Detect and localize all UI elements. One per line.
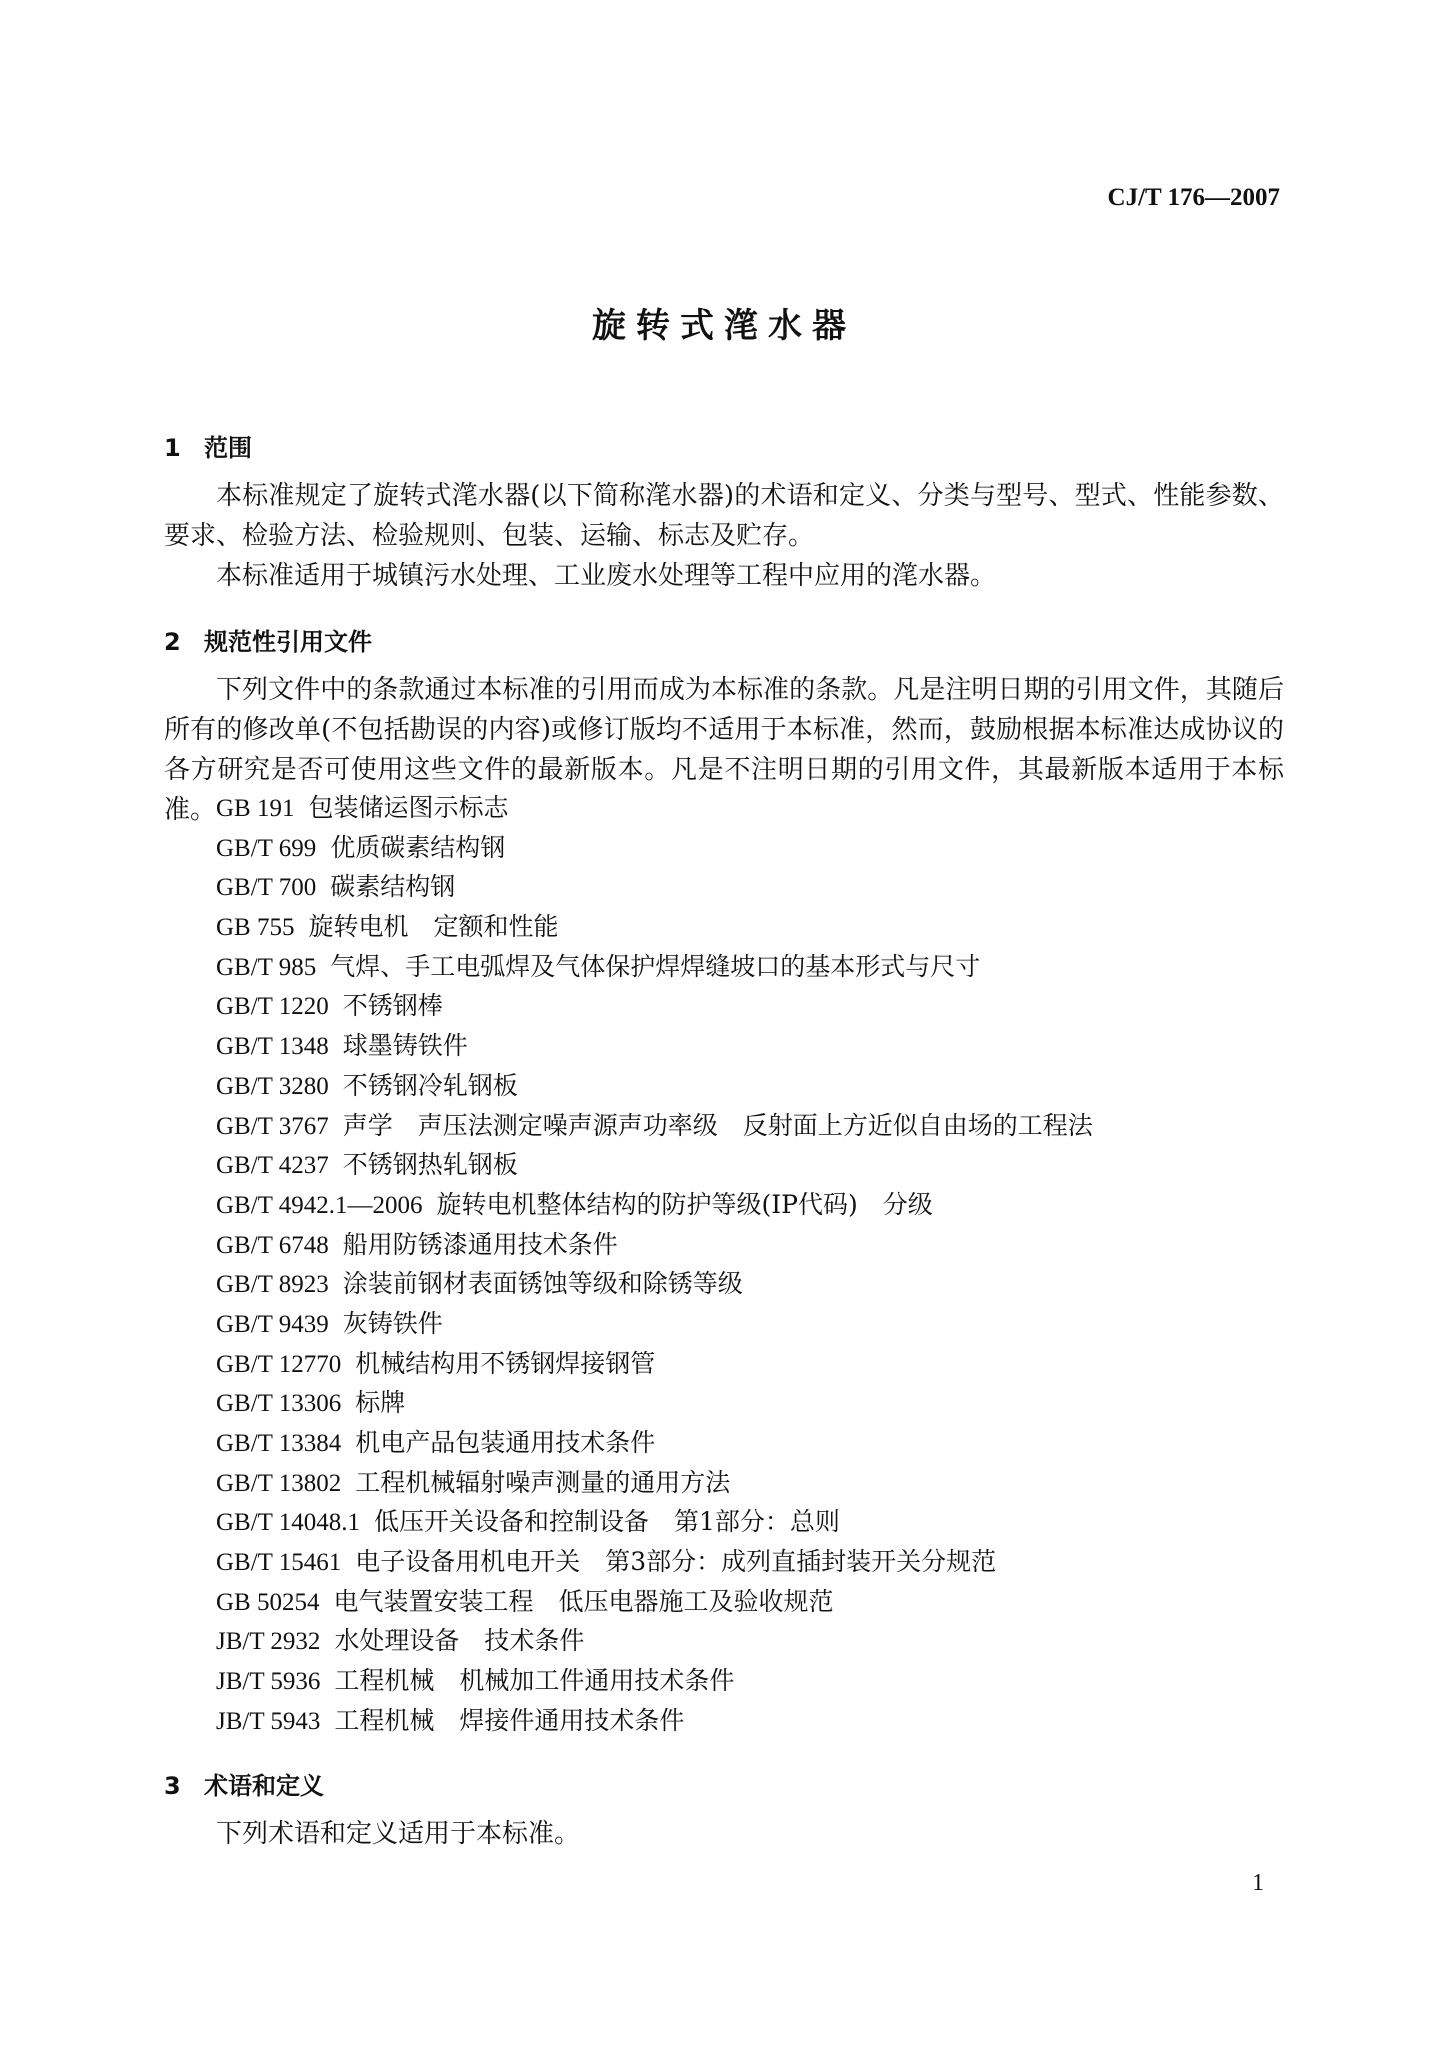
reference-code: GB/T 1220 xyxy=(216,993,329,1021)
reference-item xyxy=(216,1383,1093,1423)
reference-item xyxy=(216,1304,1093,1344)
reference-item xyxy=(216,1463,1093,1503)
reference-item xyxy=(216,1066,1093,1106)
reference-item xyxy=(216,1145,1093,1185)
reference-title: 不锈钢棒 xyxy=(342,991,443,1021)
reference-title: 电气装置安装工程 低压电器施工及验收规范 xyxy=(333,1586,834,1616)
reference-item xyxy=(216,1661,1093,1701)
section-number: 2 xyxy=(164,628,181,656)
reference-title: 低压开关设备和控制设备 第1部分：总则 xyxy=(374,1507,840,1537)
section-1-heading xyxy=(164,428,252,463)
document-title: 旋转式滗水器 xyxy=(592,306,856,346)
section-2-paragraph-1: 下列文件中的条款通过本标准的引用而成为本标准的条款。凡是注明日期的引用文件，其随后所有的修改单(不包括勘误的内容)或修订版均不适用于本标准，然而，鼓励根据本标准达成协议的各方研究是否可使用这些文件的最新版本。凡是不注明日期的引用文件，其最新版本适用于本标准。 xyxy=(164,675,1284,825)
reference-code: JB/T 5943 xyxy=(216,1707,321,1735)
reference-code: GB/T 8923 xyxy=(216,1271,329,1299)
reference-title: 不锈钢热轧钢板 xyxy=(342,1150,518,1180)
reference-code: GB/T 6748 xyxy=(216,1231,329,1259)
reference-code: GB/T 14048.1 xyxy=(216,1509,360,1537)
reference-item xyxy=(216,1106,1093,1146)
reference-item xyxy=(216,947,1093,987)
reference-code: GB/T 12770 xyxy=(216,1350,342,1378)
reference-code: GB/T 15461 xyxy=(216,1549,342,1577)
reference-item xyxy=(216,867,1093,907)
reference-code: GB/T 13384 xyxy=(216,1430,342,1457)
reference-title: 电子设备用机电开关 第3部分：成列直插封装开关分规范 xyxy=(355,1547,997,1577)
reference-title: 灰铸铁件 xyxy=(342,1308,443,1338)
reference-title: 船用防锈漆通用技术条件 xyxy=(342,1229,618,1259)
reference-title: 标牌 xyxy=(355,1388,406,1418)
reference-title: 涂装前钢材表面锈蚀等级和除锈等级 xyxy=(342,1269,743,1299)
reference-title: 声学 声压法测定噪声源声功率级 反射面上方近似自由场的工程法 xyxy=(342,1110,1093,1140)
reference-title: 旋转电机 定额和性能 xyxy=(308,912,559,942)
section-number: 1 xyxy=(164,434,181,462)
reference-item xyxy=(216,1264,1093,1304)
reference-item xyxy=(216,1621,1093,1661)
reference-code: GB/T 699 xyxy=(216,834,317,862)
reference-code: GB/T 3280 xyxy=(216,1072,329,1100)
section-3-paragraph-1: 下列术语和定义适用于本标准。 xyxy=(216,1819,581,1849)
reference-code: GB/T 4942.1—2006 xyxy=(216,1191,423,1219)
reference-item xyxy=(216,828,1093,868)
reference-code: GB/T 13306 xyxy=(216,1390,342,1418)
reference-item xyxy=(216,1344,1093,1384)
reference-title: 包装储运图示标志 xyxy=(308,793,509,822)
reference-item xyxy=(216,1225,1093,1265)
reference-code: JB/T 5936 xyxy=(216,1668,321,1696)
reference-title: 工程机械辐射噪声测量的通用方法 xyxy=(355,1467,731,1497)
reference-item xyxy=(216,907,1093,947)
reference-title: 不锈钢冷轧钢板 xyxy=(342,1070,518,1100)
reference-item xyxy=(216,1026,1093,1066)
reference-code: GB/T 1348 xyxy=(216,1033,329,1061)
reference-item xyxy=(216,1423,1093,1463)
reference-title: 球墨铸铁件 xyxy=(342,1031,468,1061)
reference-item xyxy=(216,788,1093,828)
reference-title: 机电产品包装通用技术条件 xyxy=(355,1428,656,1457)
reference-title: 碳素结构钢 xyxy=(330,872,456,902)
reference-code: GB/T 700 xyxy=(216,874,317,902)
section-title: 术语和定义 xyxy=(204,1772,324,1800)
reference-item xyxy=(216,986,1093,1026)
section-1-paragraph-1: 本标准规定了旋转式滗水器(以下简称滗水器)的术语和定义、分类与型号、型式、性能参数、要求、检验方法、检验规则、包装、运输、标志及贮存。 xyxy=(164,481,1284,551)
reference-code: GB/T 3767 xyxy=(216,1112,329,1140)
reference-list xyxy=(216,788,1093,1741)
page-number: 1 xyxy=(1252,1870,1264,1896)
reference-title: 工程机械 焊接件通用技术条件 xyxy=(334,1705,685,1735)
reference-code: GB 50254 xyxy=(216,1588,320,1616)
reference-code: GB/T 985 xyxy=(216,953,317,981)
standard-code: CJ/T 176—2007 xyxy=(1107,184,1280,211)
reference-code: JB/T 2932 xyxy=(216,1628,321,1656)
reference-code: GB/T 13802 xyxy=(216,1469,342,1497)
section-3-heading xyxy=(164,1766,324,1801)
reference-title: 优质碳素结构钢 xyxy=(330,832,506,862)
section-title: 范围 xyxy=(204,434,252,462)
reference-code: GB/T 9439 xyxy=(216,1310,329,1338)
reference-item xyxy=(216,1582,1093,1622)
section-title: 规范性引用文件 xyxy=(204,628,372,656)
reference-title: 水处理设备 技术条件 xyxy=(334,1626,585,1656)
reference-title: 旋转电机整体结构的防护等级(IP代码) 分级 xyxy=(436,1189,933,1219)
section-1-paragraph-2: 本标准适用于城镇污水处理、工业废水处理等工程中应用的滗水器。 xyxy=(216,561,997,591)
section-2-heading xyxy=(164,622,372,657)
reference-title: 工程机械 机械加工件通用技术条件 xyxy=(334,1666,735,1696)
reference-item xyxy=(216,1701,1093,1741)
reference-item xyxy=(216,1542,1093,1582)
reference-item xyxy=(216,1185,1093,1225)
reference-code: GB 755 xyxy=(216,914,295,942)
reference-code: GB 191 xyxy=(216,795,295,822)
section-number: 3 xyxy=(164,1772,181,1800)
reference-title: 气焊、手工电弧焊及气体保护焊焊缝坡口的基本形式与尺寸 xyxy=(330,951,981,981)
reference-code: GB/T 4237 xyxy=(216,1152,329,1180)
reference-title: 机械结构用不锈钢焊接钢管 xyxy=(355,1348,656,1378)
reference-item xyxy=(216,1502,1093,1542)
